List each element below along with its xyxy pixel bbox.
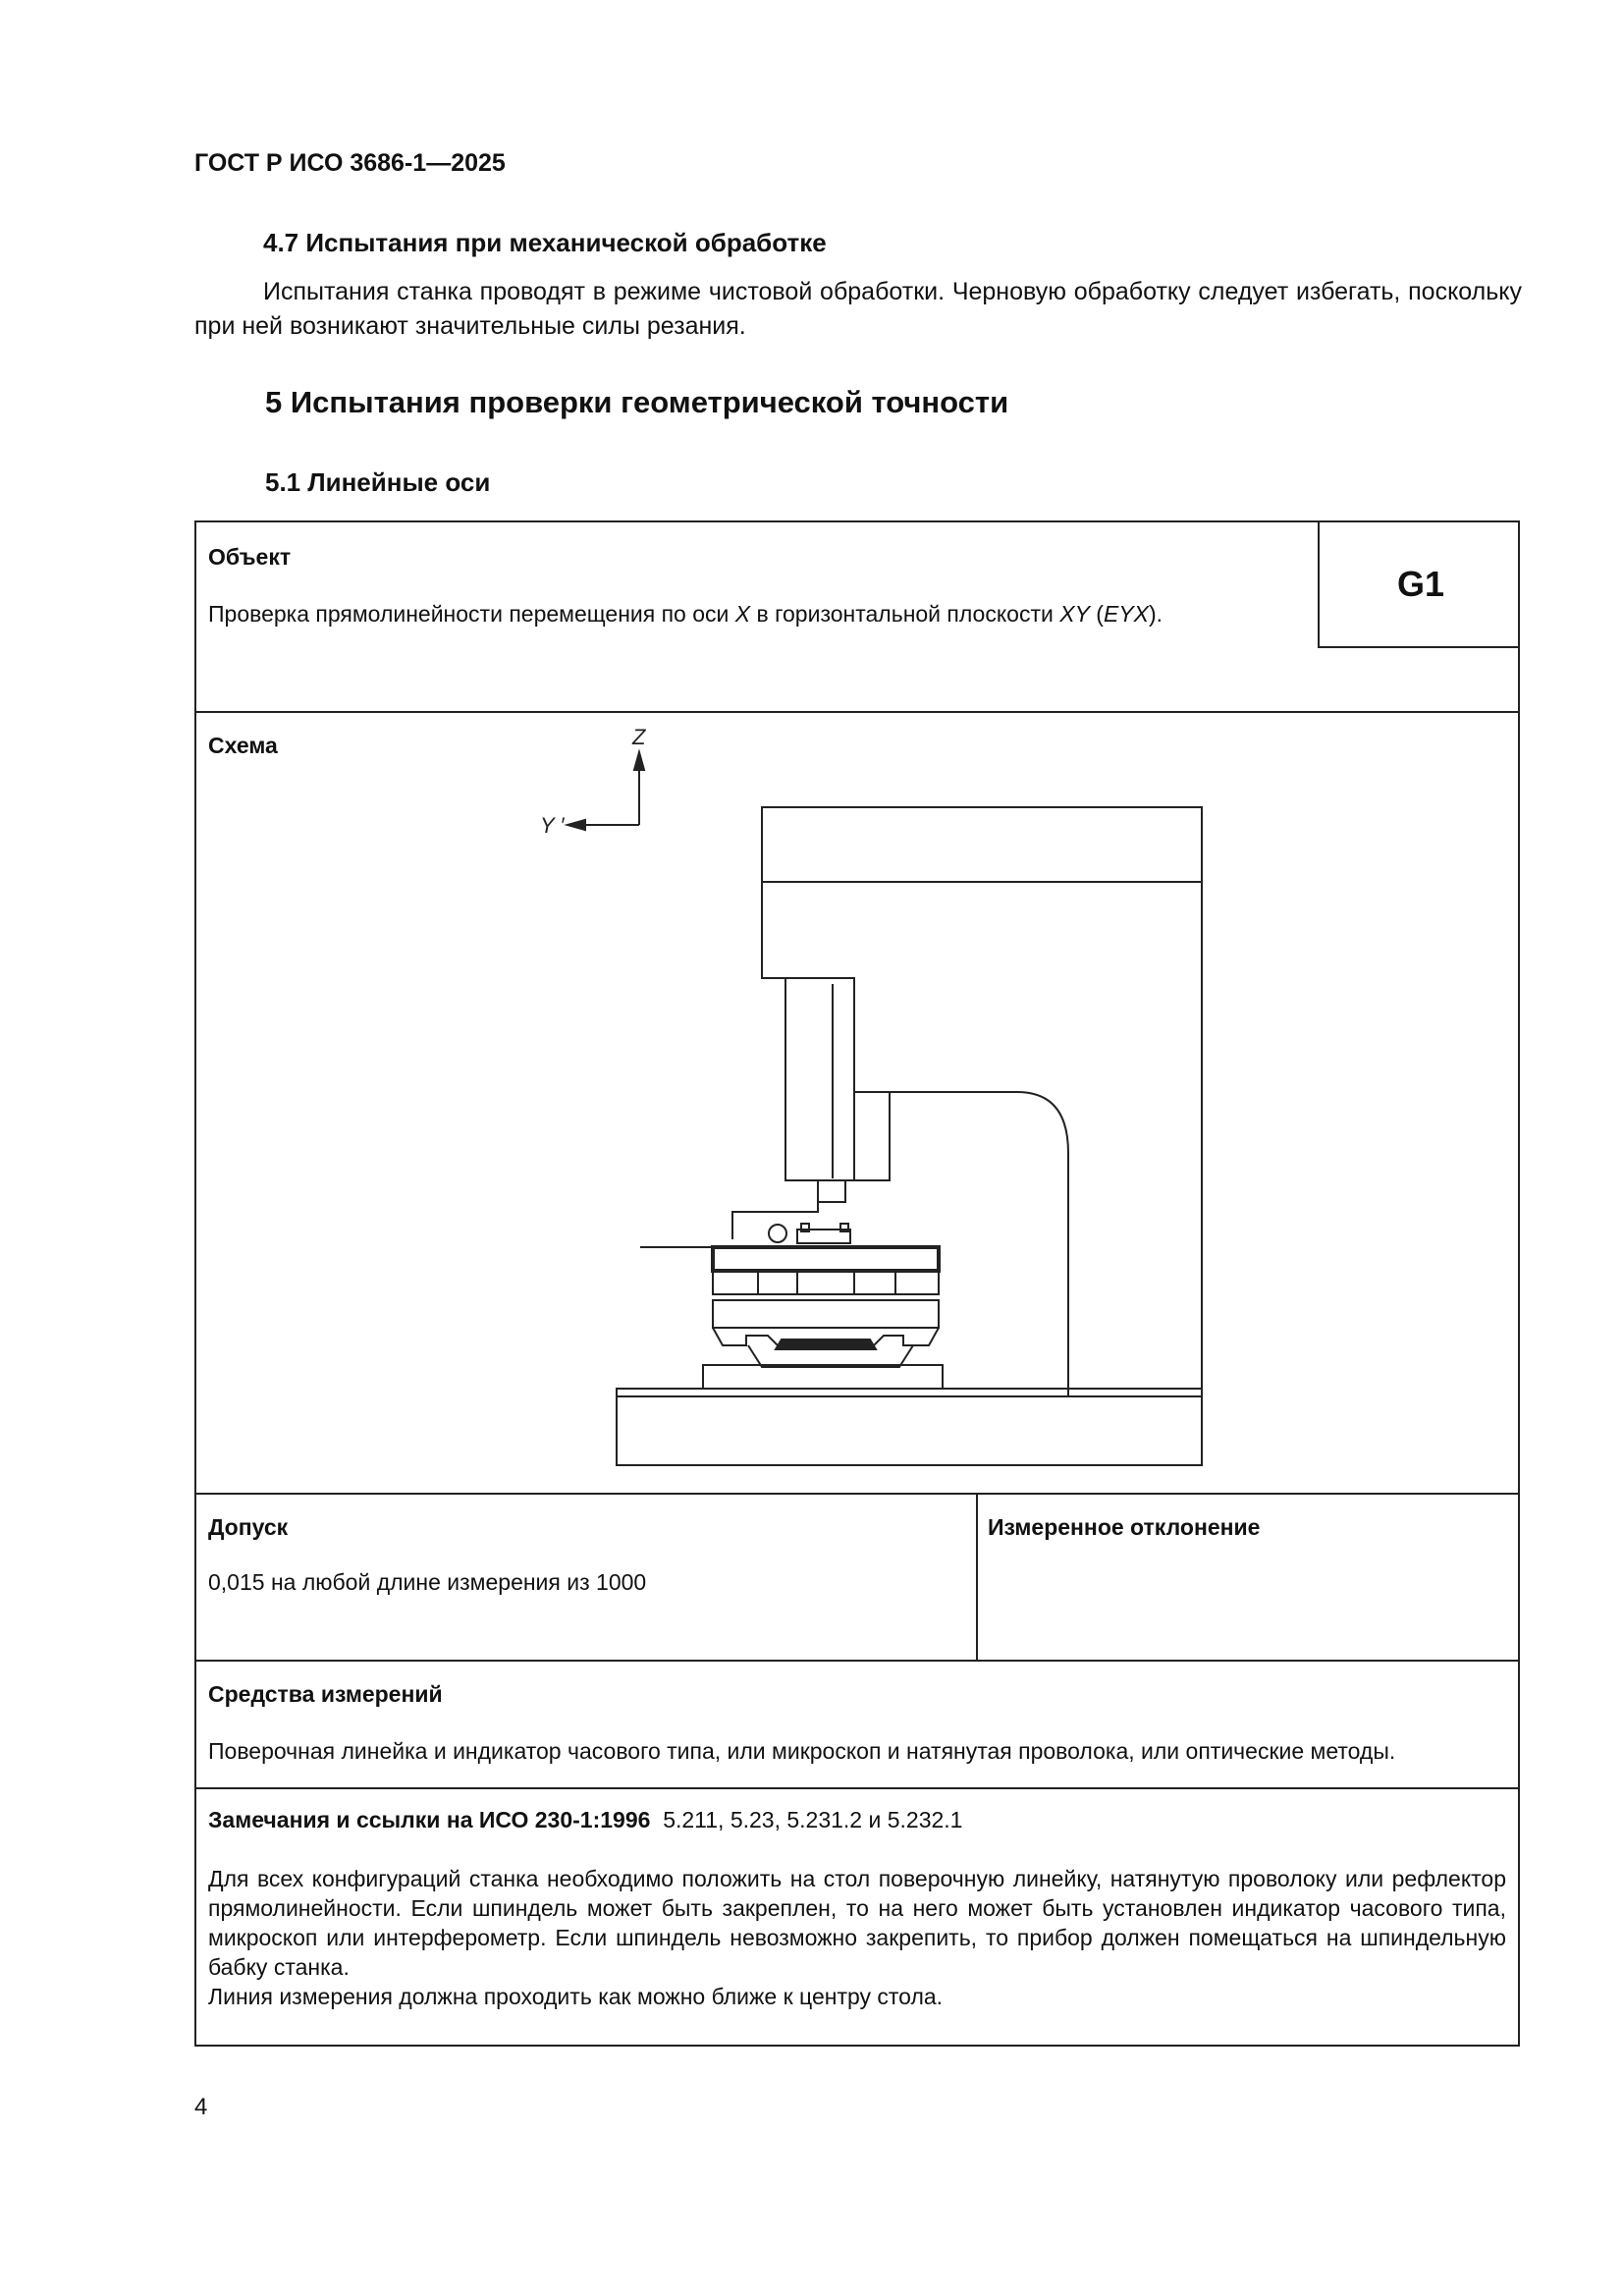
object-text: Проверка прямолинейности перемещения по оси X в горизонтальной плоскости XY (EYX).	[208, 601, 1163, 627]
saddle-guide-black	[776, 1339, 876, 1349]
document-code: ГОСТ Р ИСО 3686-1—2025	[194, 149, 506, 177]
y-axis-arrowhead	[568, 820, 585, 830]
dial-indicator-icon	[769, 1225, 786, 1242]
base-block	[703, 1365, 943, 1389]
saddle	[713, 1300, 939, 1328]
instruments-label: Средства измерений	[208, 1681, 443, 1707]
tolerance-label: Допуск	[208, 1514, 289, 1540]
machine-bed	[617, 1389, 1202, 1465]
axis-y-label: Y ′	[540, 813, 565, 838]
spindle-head	[785, 978, 854, 1180]
remarks-heading: Замечания и ссылки на ИСО 230-1:1996 5.211, 5.23, 5.231.2 и 5.232.1	[208, 1807, 963, 1832]
object-label: Объект	[208, 544, 292, 570]
column-arm	[890, 1092, 1068, 1396]
indicator-bracket	[732, 1202, 818, 1239]
spindle-nose	[818, 1180, 845, 1202]
page-number: 4	[194, 2094, 208, 2120]
machine-scheme-drawing	[196, 711, 1518, 1493]
remarks-paragraph-1: Для всех конфигураций станка необходимо положить на стол поверочную линейку, натянутую проволоку или рефлектор прямолинейности. Если шпиндель может быть закреплен, то на него может быть установлен индикатор часового типа, микроскоп или интерферометр. Если шпиндель невозможно закрепить, то прибор должен помещаться на шпиндельную бабку станка.	[208, 1866, 1506, 1980]
section-5-1-title: 5.1 Линейные оси	[265, 467, 491, 497]
test-sheet-g1	[194, 520, 1520, 2047]
scheme-label: Схема	[208, 733, 278, 758]
axis-z-label: Z	[632, 725, 646, 749]
instruments-text: Поверочная линейка и индикатор часового типа, или микроскоп и натянутая проволока, или оптические методы.	[208, 1738, 1396, 1764]
tolerance-text: 0,015 на любой длине измерения из 1000	[208, 1569, 647, 1595]
section-4-7-paragraph: Испытания станка проводят в режиме чистовой обработки. Черновую обработку следует избегать, поскольку при ней возникают значительные силы резания.	[194, 278, 1522, 340]
column-top	[762, 807, 1202, 882]
column-left	[762, 882, 854, 1092]
remarks-text	[208, 1864, 1506, 2011]
section-4-7-title: 4.7 Испытания при механической обработке	[263, 228, 827, 257]
straightedge	[713, 1247, 939, 1271]
measured-deviation-label: Измеренное отклонение	[988, 1514, 1261, 1540]
z-axis-arrowhead	[634, 752, 644, 770]
test-code-g1: G1	[1396, 564, 1445, 604]
table-slots	[713, 1271, 939, 1294]
remarks-paragraph-2: Линия измерения должна проходить как можно ближе к центру стола.	[208, 1984, 944, 2009]
section-5-title: 5 Испытания проверки геометрической точности	[265, 385, 1009, 419]
